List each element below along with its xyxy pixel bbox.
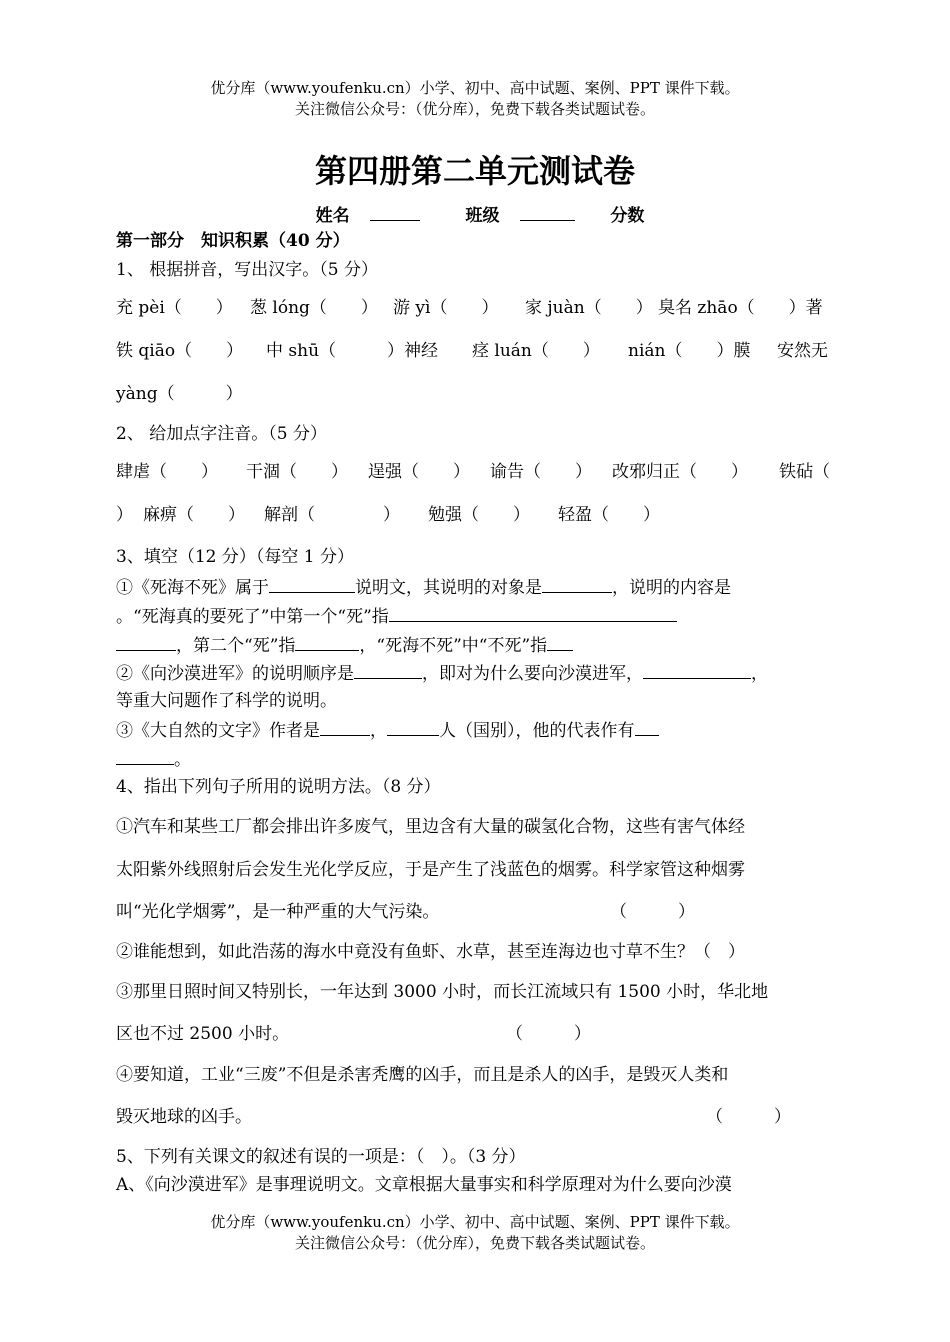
q2-item: 逞强（ ） xyxy=(368,462,470,482)
q3-text: 人（国别），他的代表作有 xyxy=(439,721,635,741)
q3-line xyxy=(116,574,836,600)
q3-text: ， xyxy=(370,721,387,741)
q3-text: ③《大自然的文字》作者是 xyxy=(116,721,320,741)
q3-text: ②《向沙漠进军》的说明顺序是 xyxy=(116,664,354,684)
answer-blank[interactable] xyxy=(354,660,422,679)
q5-title: 5、下列有关课文的叙述有误的一项是：（ ）。（3 分） xyxy=(116,1147,526,1167)
q3-text: ，“死海不死”中“不死”指 xyxy=(359,636,548,656)
answer-blank[interactable] xyxy=(643,660,751,679)
footer-line-1: 优分库（www.youfenku.cn）小学、初中、高中试题、案例、PPT 课件下载。 xyxy=(210,1213,740,1231)
q2-item: 轻盈（ ） xyxy=(558,505,660,525)
q2-item: 谕告（ ） xyxy=(490,462,592,482)
q3-line xyxy=(116,717,836,743)
q4-sentence: ④要知道，工业“三废”不但是杀害秃鹰的凶手，而且是杀人的凶手，是毁灭人类和 xyxy=(116,1065,729,1085)
student-info xyxy=(0,201,950,226)
q1-item: 铁 qiāo（ ） xyxy=(116,341,244,361)
answer-blank[interactable] xyxy=(116,746,174,765)
name-label: 姓名 xyxy=(315,206,350,226)
answer-blank[interactable] xyxy=(387,717,439,736)
answer-blank[interactable] xyxy=(269,574,355,593)
q4-sentence: 毁灭地球的凶手。 xyxy=(116,1107,252,1127)
q4-sentence: 太阳紫外线照射后会发生光化学反应，于是产生了浅蓝色的烟雾。科学家管这种烟雾 xyxy=(116,860,745,880)
q4-sentence: ③那里日照时间又特别长，一年达到 3000 小时，而长江流域只有 1500 小时，华北地 xyxy=(116,982,769,1002)
name-blank[interactable] xyxy=(370,202,420,221)
class-blank[interactable] xyxy=(520,202,575,221)
q3-line: 等重大问题作了科学的说明。 xyxy=(116,691,337,711)
answer-paren[interactable]: （ ） xyxy=(610,902,695,922)
class-label: 班级 xyxy=(465,206,500,226)
score-label: 分数 xyxy=(610,206,645,226)
q1-item: 充 pèi（ ） xyxy=(116,298,233,318)
q3-line xyxy=(116,746,836,772)
q2-title: 2、 给加点字注音。（5 分） xyxy=(116,424,327,444)
q1-item: nián（ ）膜 xyxy=(628,341,751,361)
answer-blank[interactable] xyxy=(389,603,677,622)
q4-title: 4、指出下列句子所用的说明方法。（8 分） xyxy=(116,777,441,797)
q2-item: 改邪归正（ ） xyxy=(612,462,748,482)
q5-option-a: A、《向沙漠进军》是事理说明文。文章根据大量事实和科学原理对为什么要向沙漠 xyxy=(116,1175,732,1195)
q4-sentence: ②谁能想到，如此浩荡的海水中竟没有鱼虾、水草，甚至连海边也寸草不生？（ ） xyxy=(116,942,745,962)
q3-text: ①《死海不死》属于 xyxy=(116,578,269,598)
header-line-2: 关注微信公众号：（优分库），免费下载各类试题试卷。 xyxy=(294,100,655,118)
answer-blank[interactable] xyxy=(295,632,359,651)
q3-text: 。 xyxy=(174,750,191,770)
q3-text: 说明文，其说明的对象是 xyxy=(355,578,542,598)
q4-sentence: 叫“光化学烟雾”，是一种严重的大气污染。 xyxy=(116,902,440,922)
q3-line xyxy=(116,632,836,658)
q2-item: 铁砧（ xyxy=(779,462,830,482)
q2-item: 干涸（ ） xyxy=(246,462,348,482)
q1-title: 1、 根据拼音，写出汉字。（5 分） xyxy=(116,260,378,280)
q2-item: 勉强（ ） xyxy=(428,505,530,525)
q1-item: 葱 lóng（ ） xyxy=(250,298,378,318)
q2-item: 解剖（ ） xyxy=(264,505,400,525)
q3-text: ，说明的内容是 xyxy=(612,578,731,598)
q3-text: ，即对为什么要向沙漠进军， xyxy=(422,664,643,684)
q2-item: 肆虐（ ） xyxy=(116,462,218,482)
q2-item: ） xyxy=(116,505,133,525)
q3-title: 3、填空（12 分）（每空 1 分） xyxy=(116,547,354,567)
q1-item: 家 juàn（ ） xyxy=(525,298,653,318)
q1-item: 臭名 zhāo（ ）著 xyxy=(658,298,823,318)
q3-text: ， xyxy=(751,664,768,684)
q4-sentence: ①汽车和某些工厂都会排出许多废气，里边含有大量的碳氢化合物，这些有害气体经 xyxy=(116,817,745,837)
answer-blank[interactable] xyxy=(542,574,612,593)
q1-item: 游 yì（ ） xyxy=(393,298,499,318)
q1-item: 痉 luán（ ） xyxy=(472,341,600,361)
q1-item: 安然无 xyxy=(777,341,828,361)
q2-item: 麻痹（ ） xyxy=(143,505,245,525)
answer-paren[interactable]: （ ） xyxy=(706,1107,791,1127)
q1-item: yàng（ ） xyxy=(116,384,243,404)
answer-blank[interactable] xyxy=(116,632,176,651)
answer-blank[interactable] xyxy=(547,632,573,651)
q3-line xyxy=(116,603,836,629)
q3-text: 。“死海真的要死了”中第一个“死”指 xyxy=(116,607,389,627)
answer-blank[interactable] xyxy=(635,717,659,736)
answer-paren[interactable]: （ ） xyxy=(506,1024,591,1044)
q3-line xyxy=(116,660,836,686)
q3-text: ，第二个“死”指 xyxy=(176,636,296,656)
footer-line-2: 关注微信公众号：（优分库），免费下载各类试题试卷。 xyxy=(294,1234,655,1252)
header-line-1: 优分库（www.youfenku.cn）小学、初中、高中试题、案例、PPT 课件下载。 xyxy=(210,79,740,97)
q1-item: 中 shū（ ）神经 xyxy=(266,341,439,361)
part-1-heading: 第一部分 知识积累（40 分） xyxy=(116,231,350,251)
q4-sentence: 区也不过 2500 小时。 xyxy=(116,1024,290,1044)
answer-blank[interactable] xyxy=(320,717,370,736)
page-title: 第四册第二单元测试卷 xyxy=(314,152,635,190)
